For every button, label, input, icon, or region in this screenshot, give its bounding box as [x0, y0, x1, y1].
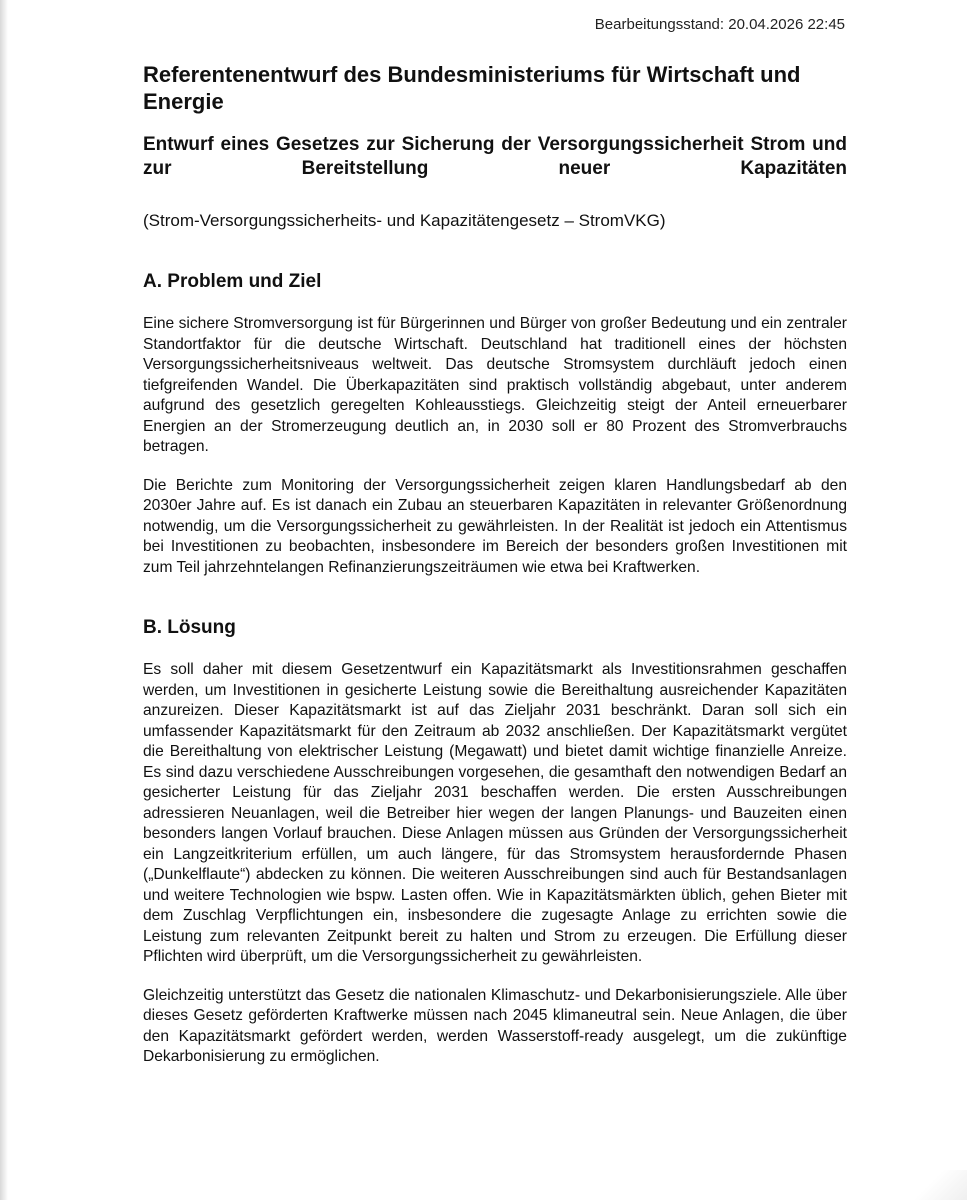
document-body	[143, 61, 847, 1068]
paragraph: Eine sichere Stromversorgung ist für Bürgerinnen und Bürger von großer Bedeutung und ein zentraler Standortfaktor für die deutsche Wirtschaft. Deutschland hat traditionell eines der höchsten Versorgungssicherheitsniveaus weltweit. Das deutsche Stromsystem durchläuft jedoch einen tiefgreifenden Wandel. Die Überkapazitäten sind praktisch vollständig abgebaut, unter anderem aufgrund des gesetzlich geregelten Kohleausstiegs. Gleichzeitig steigt der Anteil erneuerbarer Energien an der Stromerzeugung deutlich an, in 2030 soll er 80 Prozent des Stromverbrauchs betragen.	[143, 315, 847, 455]
paragraph: Die Berichte zum Monitoring der Versorgungssicherheit zeigen klaren Handlungsbedarf ab den 2030er Jahre auf. Es ist danach ein Zubau an steuerbaren Kapazitäten in relevanter Größenordnung notwendig, um die Versorgungssicherheit zu gewährleisten. In der Realität ist jedoch ein Attentismus bei Investitionen zu beobachten, insbesondere im Bereich der besonders großen Investitionen mit zum Teil jahrzehntelangen Refinanzierungszeiträumen wie etwa bei Kraftwerken.	[143, 476, 847, 576]
page-shadow-edge	[0, 0, 8, 1200]
section-heading: B. Lösung	[143, 617, 236, 638]
section-solution	[143, 616, 847, 1068]
revision-status: Bearbeitungsstand: 20.04.2026 22:45	[594, 16, 845, 33]
paragraph: Es soll daher mit diesem Gesetzentwurf ein Kapazitätsmarkt als Investitionsrahmen geschaffen werden, um Investitionen in gesicherte Leistung sowie die Bereithaltung ausreichender Kapazitäten anzureizen. Dieser Kapazitätsmarkt ist auf das Zieljahr 2031 beschränkt. Daran soll sich ein umfassender Kapazitätsmarkt für den Zeitraum ab 2032 anschließen. Der Kapazitätsmarkt vergütet die Bereithaltung von elektrischer Leistung (Megawatt) und bietet damit wichtige finanzielle Anreize. Es sind dazu verschiedene Ausschreibungen vorgesehen, die gesamthaft den notwendigen Bedarf an gesicherter Leistung für das Zieljahr 2031 beschaffen werden. Die ersten Ausschreibungen adressieren Neuanlagen, weil die Betreiber hier wegen der langen Planungs- und Bauzeiten einen besonders langen Vorlauf brauchen. Diese Anlagen müssen aus Gründen der Versorgungssicherheit ein Langzeitkriterium erfüllen, um auch längere, für das Stromsystem herausfordernde Phasen („Dunkelflaute“) abdecken zu können. Die weiteren Ausschreibungen sind auch für Bestandsanlagen und weitere Technologien wie bspw. Lasten offen. Wie in Kapazitätsmärkten üblich, gehen Bieter mit dem Zuschlag Verpflichtungen ein, insbesondere die zugesagte Anlage zu errichten sowie die Leistung zum relevanten Zeitpunkt bereit zu halten und Strom zu erzeugen. Die Erfüllung dieser Pflichten wird überprüft, um die Versorgungssicherheit zu gewährleisten.	[143, 661, 847, 965]
document-title: Referentenentwurf des Bundesministeriums für Wirtschaft und Energie	[143, 62, 801, 114]
section-problem-and-goal	[143, 270, 847, 578]
document-short-name: (Strom-Versorgungssicherheits- und Kapazitätengesetz – StromVKG)	[143, 211, 666, 230]
section-heading: A. Problem und Ziel	[143, 271, 322, 292]
paragraph: Gleichzeitig unterstützt das Gesetz die nationalen Klimaschutz- und Dekarbonisierungsziele. Alle über dieses Gesetz geförderten Kraftwerke müssen nach 2045 klimaneutral sein. Neue Anlagen, die über den Kapazitätsmarkt gefördert werden, werden Wasserstoff-ready ausgelegt, um die zukünftige Dekarbonisierung zu ermöglichen.	[143, 986, 847, 1065]
document-subtitle: Entwurf eines Gesetzes zur Sicherung der Versorgungssicherheit Strom und zur Bereitstellung neuer Kapazitäten	[143, 134, 847, 179]
page-corner-shadow	[907, 1170, 967, 1200]
